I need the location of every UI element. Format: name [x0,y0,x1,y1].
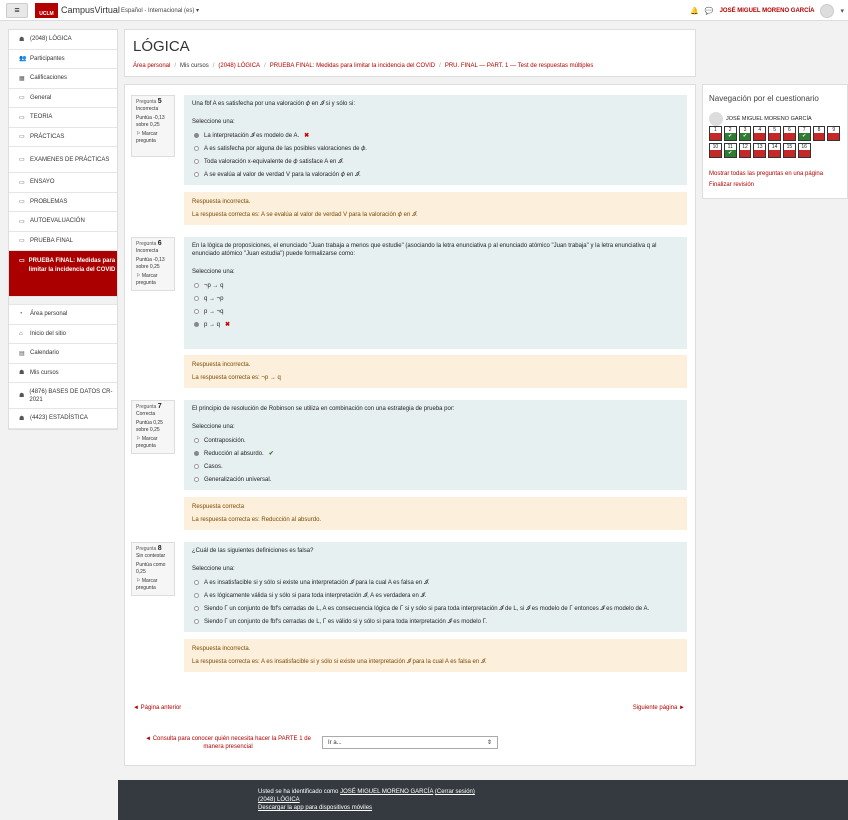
question-number: Pregunta 6 [136,240,162,247]
status-bar [740,150,751,157]
hamburger-menu-button[interactable]: ≡ [6,3,28,18]
sidebar-item-label: Mis cursos [30,369,59,376]
answer-radio [194,296,199,301]
quiz-nav-title: Navegación por el cuestionario [709,94,819,103]
answer-radio [194,172,199,177]
answer-radio [194,159,199,164]
folder-icon: ▭ [19,258,25,264]
answer-text: La interpretación 𝓘 es modelo de A. [204,132,300,139]
select-one-label: Seleccione una: [192,119,235,125]
select-one-label: Seleccione una: [192,566,235,572]
question-number: Pregunta 7 [136,403,162,410]
answer-radio [194,133,199,138]
feedback-title: Respuesta incorrecta. [192,362,251,368]
feedback-title: Respuesta incorrecta. [192,199,251,205]
flag-question-link[interactable]: ⚐ Marcar pregunta [136,436,158,449]
question-number: 13 [757,144,763,150]
question-feedback [184,192,687,225]
quiz-review-content [124,84,696,766]
answer-radio [194,606,199,611]
answer-text: A se evalúa al valor de verdad V para la valoración 𝜙 en 𝓘. [204,171,361,178]
sidebar-item-label: AUTOEVALUACIÓN [30,218,85,225]
sidebar-item-nav-1[interactable] [9,325,117,345]
sidebar-item-nav-2[interactable] [9,344,117,364]
show-all-questions-link[interactable]: Mostrar todas las preguntas en una página [709,171,824,177]
breadcrumb: Área personal / Mis cursos / (2048) LÓGICA / PRUEBA FINAL: Medidas para limitar la incidencia del COVID / PRU. FINAL — PART. 1 — Test de respuestas múltiples [133,63,594,69]
question-feedback [184,355,687,388]
select-arrows-icon: ⇕ [486,740,492,746]
answer-text: A es satisfecha por alguna de las posibles valoraciones de 𝜙. [204,145,367,152]
question-number: 14 [771,144,778,150]
question-text: El principio de resolución de Robinson se utiliza en combinación con una estrategia de prueba por: [192,406,455,412]
folder-icon: ▭ [19,95,25,102]
question-number: Pregunta 5 [136,98,162,105]
sidebar-item-nav-4[interactable] [9,383,117,409]
quiz-nav-button-7[interactable] [798,126,811,141]
next-page-link[interactable]: Siguiente página ► [632,705,685,711]
sidebar-item-9[interactable] [9,212,117,232]
question-number: 3 [743,127,747,133]
question-number: 10 [712,144,719,150]
breadcrumb-area-personal[interactable]: Área personal [133,63,171,69]
quiz-nav-button-8[interactable] [813,126,826,141]
status-bar [784,150,795,157]
answer-radio [194,146,199,151]
answer-text: ¬p → q [204,282,224,289]
question-state: Correcta [136,410,156,417]
sidebar-item-label: PROBLEMAS [30,198,68,205]
question-number: 5 [773,127,776,133]
question-score: Puntúa como 0,25 [136,562,166,575]
avatar [709,112,723,126]
flag-question-link[interactable]: ⚐ Marcar pregunta [136,273,158,286]
answer-option [192,434,679,447]
answer-radio [194,451,199,456]
answer-radio [194,580,199,585]
answer-option [192,602,679,615]
users-icon: 👥 [19,56,27,63]
select-one-label: Seleccione una: [192,424,235,430]
flag-icon: ⚐ [136,436,141,442]
footer-user-link[interactable]: JOSÉ MIGUEL MORENO GARCÍA [340,789,434,795]
sidebar-item-6[interactable] [9,147,117,173]
sidebar-item-label: (4423) ESTADÍSTICA [30,415,88,422]
answer-radio [194,322,199,327]
sidebar-item-nav-0[interactable] [9,305,117,325]
question-number: 4 [758,127,762,133]
breadcrumb-course[interactable]: (2048) LÓGICA [218,63,261,69]
sidebar-item-2[interactable] [9,69,117,89]
answer-radio [194,619,199,624]
check-icon: ✔ [268,450,274,457]
quiz-navigation-block [702,84,848,199]
answer-option [192,473,679,486]
sidebar-divider [9,297,117,305]
answer-text: Casos. [204,463,223,470]
logout-link[interactable]: (Cerrar sesión) [434,789,475,795]
question-info [131,542,175,596]
page-header [124,29,696,77]
quiz-nav-button-1[interactable] [709,126,722,141]
status-bar [754,133,765,140]
answer-radio [194,283,199,288]
quiz-nav-button-16[interactable] [798,143,811,158]
sidebar-item-label: Área personal [30,311,68,318]
quiz-nav-button-4[interactable] [753,126,766,141]
status-bar [710,150,721,157]
answer-radio [194,438,199,443]
answer-option [192,615,679,628]
quiz-nav-button-5[interactable] [768,126,781,141]
folder-icon: ▭ [19,134,25,141]
answer-text: Generalización universal. [204,476,272,483]
answer-radio [194,593,199,598]
question-state: Incorrecta [136,247,159,254]
check-icon: ✔ [725,133,736,140]
folder-icon: ▭ [19,218,25,225]
feedback-title: Respuesta incorrecta. [192,646,251,652]
answer-option [192,318,679,331]
sidebar-item-7[interactable] [9,173,117,193]
answer-text: Siendo Γ un conjunto de fbf's cerradas de L, Γ es válido si y sólo si para toda interpretación 𝓘 es modelo Γ. [204,618,487,625]
question-info [131,237,175,291]
question-body [184,237,687,349]
folder-icon: ▭ [19,114,25,121]
flag-icon: ⚐ [136,273,141,279]
feedback-title: Respuesta correcta [192,504,245,510]
sidebar-item-4[interactable] [9,108,117,128]
answer-radio [194,309,199,314]
quiz-nav-button-3[interactable] [739,126,752,141]
quiz-nav-button-15[interactable] [783,143,796,158]
answer-option [192,447,679,460]
finish-review-link[interactable]: Finalizar revisión [709,182,755,188]
flag-icon: ⚐ [136,578,141,584]
graduation-cap-icon: ☗ [19,370,25,377]
sidebar-item-label: Inicio del sitio [30,330,67,337]
correct-answer-text: La respuesta correcta es: A es insatisfacible si y sólo si existe una interpretación 𝓘 para la cual A es falsa en 𝓘. [192,659,487,665]
sidebar-item-label: General [30,94,52,101]
dashboard-icon: ◔ [19,311,23,318]
breadcrumb-mis-cursos: Mis cursos [180,63,209,69]
previous-page-link[interactable]: ◄ Página anterior [133,705,182,711]
status-bar [784,133,795,140]
question-info [131,400,175,454]
sidebar-item-11[interactable] [9,251,117,297]
quiz-nav-button-13[interactable] [753,143,766,158]
question-number: 1 [714,127,717,133]
graduation-cap-icon: ☗ [19,415,25,422]
folder-icon: ▭ [19,199,25,206]
folder-icon: ▭ [19,156,25,163]
status-bar [814,133,825,140]
graduation-cap-icon: ☗ [19,392,25,399]
sidebar-item-8[interactable] [9,193,117,213]
correct-answer-text: La respuesta correcta es: Reducción al absurdo. [192,517,322,523]
jump-to-select[interactable]: Ir a... ⇕ [322,736,498,749]
sidebar-item-label: EXAMENES DE PRÁCTICAS [30,156,110,163]
question-number: 11 [727,144,733,150]
question-text: Una fbf A es satisfecha por una valoración 𝜙 en 𝓘 si y sólo si: [192,101,356,107]
sidebar-item-1[interactable] [9,50,117,70]
answer-option [192,305,679,318]
status-bar [769,133,780,140]
status-bar [710,133,721,140]
answer-option [192,168,679,181]
question-number: Pregunta 8 [136,545,162,552]
top-navbar [0,0,848,21]
quiz-nav-button-2[interactable] [724,126,737,141]
answer-option [192,129,679,142]
question-buttons [709,126,845,158]
course-sidebar [8,29,118,430]
bell-icon[interactable]: 🔔 [690,7,699,15]
sidebar-item-nav-3[interactable] [9,364,117,384]
question-feedback [184,497,687,530]
question-number: 16 [801,144,807,150]
chat-icon[interactable]: 💬 [704,7,714,15]
sidebar-item-nav-5[interactable] [9,409,117,429]
cross-icon: ✖ [304,132,310,139]
sidebar-item-label: Calificaciones [30,75,68,82]
sidebar-item-label: PRUEBA FINAL [30,237,74,244]
status-bar [799,150,810,157]
sidebar-item-5[interactable] [9,128,117,148]
folder-icon: ▭ [19,238,25,245]
mobile-app-link[interactable]: Descargar la app para dispositivos móviles [258,805,373,811]
status-bar [828,133,839,140]
check-icon: ✔ [725,150,736,157]
quiz-nav-button-6[interactable] [783,126,796,141]
question-number: 2 [728,127,732,133]
correct-answer-text: La respuesta correcta es: ¬p → q [192,375,281,381]
cross-icon: ✖ [225,321,231,328]
question-state: Incorrecta [136,105,159,112]
question-score: Puntúa -0,13 sobre 0,25 [136,257,165,270]
correct-answer-text: La respuesta correcta es: A se evalúa al valor de verdad V para la valoración 𝜙 en 𝓘. [192,212,418,218]
question-number: 9 [832,127,836,133]
sidebar-item-10[interactable] [9,232,117,252]
answer-radio [194,477,199,482]
quiz-nav-user: JOSÉ MIGUEL MORENO GARCÍA [709,112,812,126]
calendar-icon: ▤ [19,350,25,357]
answer-text: p → q [204,321,221,328]
graduation-cap-icon: ☗ [19,36,25,43]
question-body [184,95,687,185]
question-number: 8 [817,127,821,133]
quiz-nav-button-11[interactable] [724,143,737,158]
question-number: 7 [802,127,806,133]
select-one-label: Seleccione una: [192,269,235,275]
page-title: LÓGICA [133,38,190,55]
footer-course-link[interactable]: (2048) LÓGICA [258,797,300,803]
question-score: Puntúa 0,25 sobre 0,25 [136,420,163,433]
user-menu[interactable]: JOSÉ MIGUEL MORENO GARCÍA [719,7,815,14]
answer-option [192,155,679,168]
sidebar-item-label: Calendario [30,350,60,357]
uclm-logo[interactable]: UCLM [35,3,58,18]
sidebar-item-3[interactable] [9,89,117,109]
check-icon: ✔ [740,133,751,140]
question-text: En la lógica de proposiciones, el enunciado "Juan trabaja a menos que estudie" (asociando la letra enunciativa p al enunciado atómico "Juan trabaja" y la letra enunciativa q al enunciado atómico "Juan estudia") puede formalizarse como: [192,243,657,257]
check-icon: ✔ [799,133,810,140]
question-body [184,542,687,632]
question-number: 15 [786,144,793,150]
question-number: 6 [787,127,791,133]
sidebar-item-0[interactable] [9,30,117,50]
flag-icon: ⚐ [136,131,141,137]
page-footer: Usted se ha identificado como JOSÉ MIGUEL MORENO GARCÍA (Cerrar sesión) (2048) LÓGICA Descargar la app para dispositivos móviles [118,780,848,820]
language-selector[interactable]: Español - Internacional (es) ▾ [121,8,200,14]
question-text: ¿Cuál de las siguientes definiciones es falsa? [192,548,314,554]
flag-question-link[interactable]: ⚐ Marcar pregunta [136,578,158,591]
answer-text: Siendo Γ un conjunto de fbf's cerradas de L, A es consecuencia lógica de Γ si y sólo si para toda interpretación 𝓘 de L, si 𝓘 es modelo de Γ entonces 𝓘 es modelo de A. [204,605,650,612]
home-icon: ⌂ [19,330,23,337]
quiz-nav-button-10[interactable] [709,143,722,158]
answer-text: q → ¬p [204,295,224,302]
sidebar-item-label: PRÁCTICAS [30,133,65,140]
answer-text: Reducción al absurdo. [204,450,264,457]
breadcrumb-section[interactable]: PRUEBA FINAL: Medidas para limitar la incidencia del COVID [269,63,436,69]
breadcrumb-quiz[interactable]: PRU. FINAL — PART. 1 — Test de respuestas múltiples [444,63,594,69]
folder-icon: ▭ [19,179,25,186]
quiz-nav-button-14[interactable] [768,143,781,158]
answer-text: A es lógicamente válida si y sólo si para toda interpretación 𝓘, A es verdadera en 𝓘. [204,592,427,599]
answer-text: p → ¬q [204,308,224,315]
sidebar-item-label: ENSAYO [30,179,55,186]
avatar[interactable] [820,4,834,18]
question-number: 12 [742,144,748,150]
question-state: Sin contestar [136,552,166,559]
quiz-nav-button-12[interactable] [739,143,752,158]
answer-text: A es insatisfacible si y sólo si existe una interpretación 𝓘 para la cual A es falsa en 𝓘. [204,579,430,586]
sidebar-item-label: TEORIA [30,114,53,121]
answer-text: Contraposición. [204,437,246,444]
answer-option [192,576,679,589]
answer-option [192,460,679,473]
answer-option [192,142,679,155]
sidebar-item-label: (4876) BASES DE DATOS CR-2021 [29,388,113,403]
question-feedback [184,639,687,672]
status-bar [754,150,765,157]
sidebar-item-label: (2048) LÓGICA [30,36,72,43]
sidebar-item-label: Participantes [30,55,65,62]
table-icon: ▦ [19,75,25,82]
answer-text: Toda valoración x-equivalente de 𝜙 satisface A en 𝓘. [204,158,344,165]
quiz-nav-button-9[interactable] [827,126,840,141]
answer-option [192,589,679,602]
answer-radio [194,464,199,469]
sidebar-item-label: PRUEBA FINAL: Medidas para limitar la incidencia del COVID [28,258,116,273]
question-info [131,95,175,157]
answer-option [192,292,679,305]
flag-question-link[interactable]: ⚐ Marcar pregunta [136,131,158,144]
site-brand[interactable]: CampusVirtual [61,5,120,15]
answer-option [192,279,679,292]
question-body [184,400,687,490]
question-score: Puntúa -0,13 sobre 0,25 [136,115,165,128]
chevron-down-icon[interactable]: ▾ [840,7,844,15]
activity-jump-link[interactable]: ◄ Consulta para conocer quién necesita hacer la PARTE 1 de manera presencial [145,736,311,750]
status-bar [769,150,780,157]
